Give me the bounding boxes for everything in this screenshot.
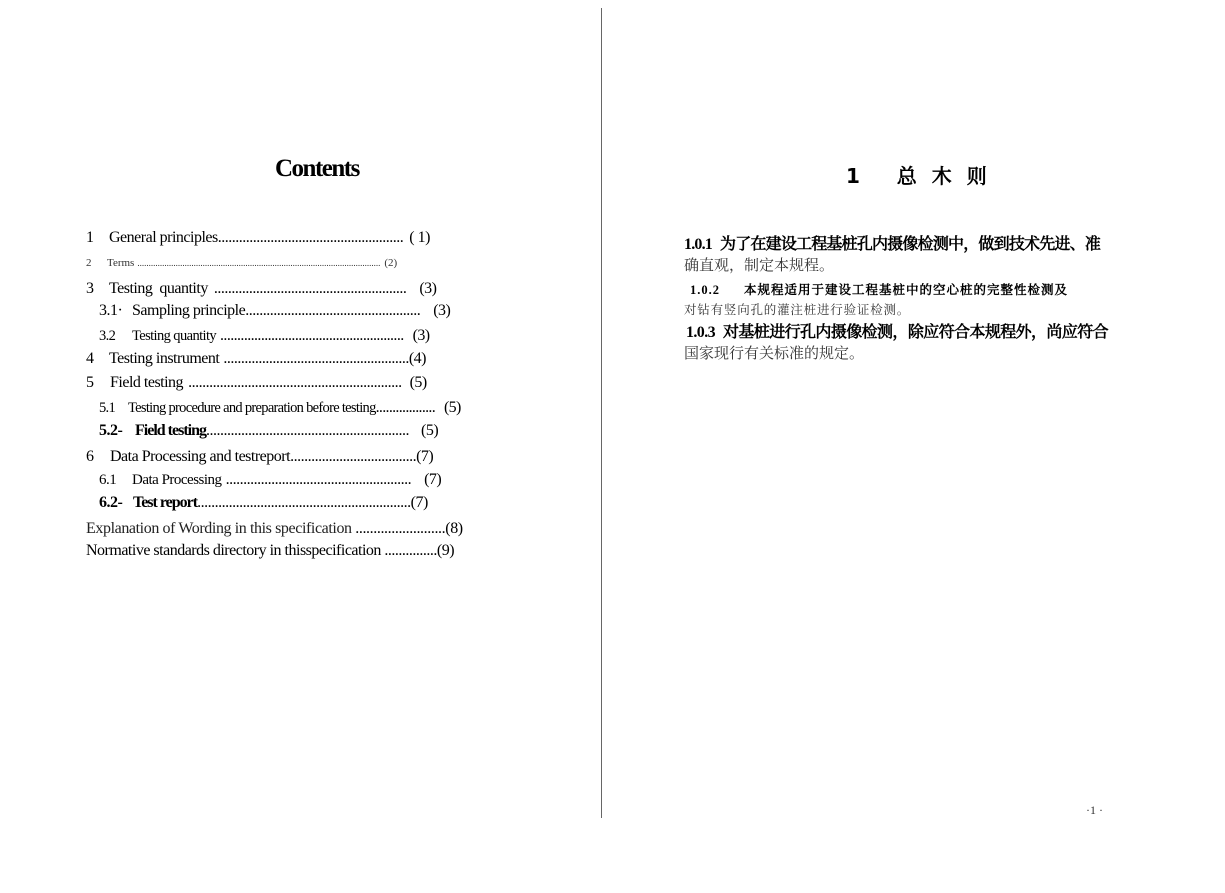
page-number: ·1 · [1086, 803, 1103, 817]
toc-entry-testing-instrument[interactable]: 4 Testing instrument ..................................................... (4) [86, 350, 426, 367]
clause-number: 1.0.1 [684, 236, 713, 253]
clause-1-0-1-line1: 1.0.1 为了在建设工程基桩孔内摄像检测中，做到技术先进、准 [684, 234, 1101, 253]
toc-entry-field-testing-sub[interactable]: 5.2- Field testing .......................................................... (5) [99, 422, 439, 439]
contents-page [0, 0, 600, 893]
toc-entry-testing-quantity-sub[interactable]: 3.2 Testing quantity ...................................................... (3) [99, 327, 430, 344]
toc-entry-general-principles[interactable]: 1 General principles ..................................................... ( 1) [86, 229, 430, 246]
toc-entry-sampling-principle[interactable]: 3.1· Sampling principle .................................................. (3) [99, 302, 451, 319]
toc-entry-terms[interactable]: 2 Terms ............................................................................................................ (2) [86, 257, 398, 269]
clause-number: 1.0.3 [686, 324, 716, 341]
chapter-title: 1 总 木 则 [846, 164, 991, 188]
clause-1-0-2-line1: 1.0.2 本规程适用于建设工程基桩中的空心桩的完整性检测及 [690, 282, 1069, 297]
toc-entry-field-testing[interactable]: 5 Field testing ............................................................. (5) [86, 374, 427, 391]
chapter-page [602, 0, 1225, 893]
clause-1-0-1-line2: 确直观，制定本规程。 [684, 256, 835, 274]
toc-entry-data-processing[interactable]: 6.1 Data Processing ..................................................... (7) [99, 471, 442, 488]
toc-entry-data-processing-report[interactable]: 6 Data Processing and testreport .................................... (7) [86, 448, 434, 465]
clause-1-0-3-line1: 1.0.3 对基桩进行孔内摄像检测，除应符合本规程外，尚应符合 [686, 322, 1109, 341]
clause-number: 1.0.2 [690, 283, 720, 297]
clause-1-0-2-line2: 对钻有竖向孔的灌注桩进行验证检测。 [684, 302, 911, 317]
toc-entry-testing-procedure[interactable]: 5.1 Testing procedure and preparation before testing .................. (5) [99, 399, 461, 416]
clause-1-0-3-line2: 国家现行有关标准的规定。 [684, 344, 865, 362]
toc-entry-testing-quantity[interactable]: 3 Testing quantity ....................................................... (3) [86, 280, 437, 297]
toc-entry-normative-standards[interactable]: Normative standards directory in thisspecification ............... (9) [86, 542, 455, 559]
toc-entry-test-report[interactable]: 6.2- Test report ............................................................. (7) [99, 494, 428, 511]
clause-1-0-1 [684, 231, 1134, 275]
contents-title: Contents [275, 155, 359, 182]
clause-1-0-3 [686, 319, 1136, 363]
clause-1-0-2 [684, 280, 1134, 318]
toc-entry-explanation-of-wording[interactable]: Explanation of Wording in this specification ......................... (8) [86, 520, 463, 537]
